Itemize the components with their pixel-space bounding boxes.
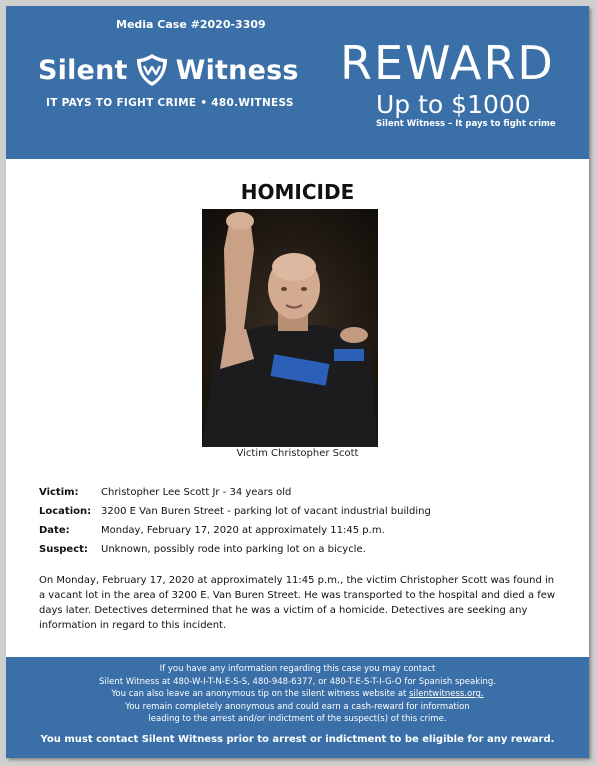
logo-word-left: Silent [38, 54, 128, 86]
footer-line: If you have any information regarding this case you may contact [159, 664, 436, 674]
footer-line: Silent Witness at 480-W-I-T-N-E-S-S, 480-948-6377, or 480-T-E-S-T-I-G-O for Spanish speaking. [98, 676, 497, 687]
victim-photo [202, 209, 378, 447]
footer-line: leading to the arrest and/or indictment of the suspect(s) of this crime. [148, 714, 447, 724]
crime-title: HOMICIDE [240, 180, 355, 204]
logo-word-right: Witness [175, 54, 299, 86]
detail-value: Monday, February 17, 2020 at approximately 11:45 p.m. [101, 525, 385, 536]
detail-value: Christopher Lee Scott Jr - 34 years old [101, 487, 292, 498]
reward-title: REWARD [340, 36, 555, 90]
footer-line: You remain completely anonymous and could earn a cash-reward for information [125, 701, 470, 712]
silent-witness-logo [38, 52, 299, 88]
footer-eligibility-notice: You must contact Silent Witness prior to arrest or indictment to be eligible for any reward. [40, 733, 555, 745]
detail-value: 3200 E Van Buren Street - parking lot of vacant industrial building [101, 506, 431, 517]
logo-tagline: IT PAYS TO FIGHT CRIME • 480.WITNESS [46, 97, 294, 109]
detail-value: Unknown, possibly rode into parking lot on a bicycle. [101, 544, 366, 555]
footer-line [6, 688, 589, 701]
flyer-page [6, 6, 589, 758]
detail-label: Date: [39, 525, 70, 536]
detail-label: Location: [39, 506, 92, 517]
footer-line-prefix: You can also leave an anonymous tip on the silent witness website at [111, 689, 410, 699]
detail-label: Victim: [39, 487, 79, 498]
detail-label: Suspect: [39, 544, 88, 555]
shield-eye-icon [134, 52, 170, 88]
reward-tagline: Silent Witness – It pays to fight crime [376, 119, 556, 129]
media-case-id: Media Case #2020-3309 [116, 18, 266, 31]
photo-caption: Victim Christopher Scott [236, 448, 359, 459]
reward-amount: Up to $1000 [376, 90, 531, 119]
header-banner [6, 6, 589, 159]
case-narrative: On Monday, February 17, 2020 at approximately 11:45 p.m., the victim Christopher Scott was found in a vacant lot in the area of 3200 E. Van Buren Street. He was transported to the hospital and died a few days later. Detectives determined that he was a victim of a homicide. Detectives are seeking any information in regard to this incident. [39, 575, 556, 631]
website-link[interactable]: silentwitness.org. [409, 689, 484, 699]
footer-banner [6, 657, 589, 758]
